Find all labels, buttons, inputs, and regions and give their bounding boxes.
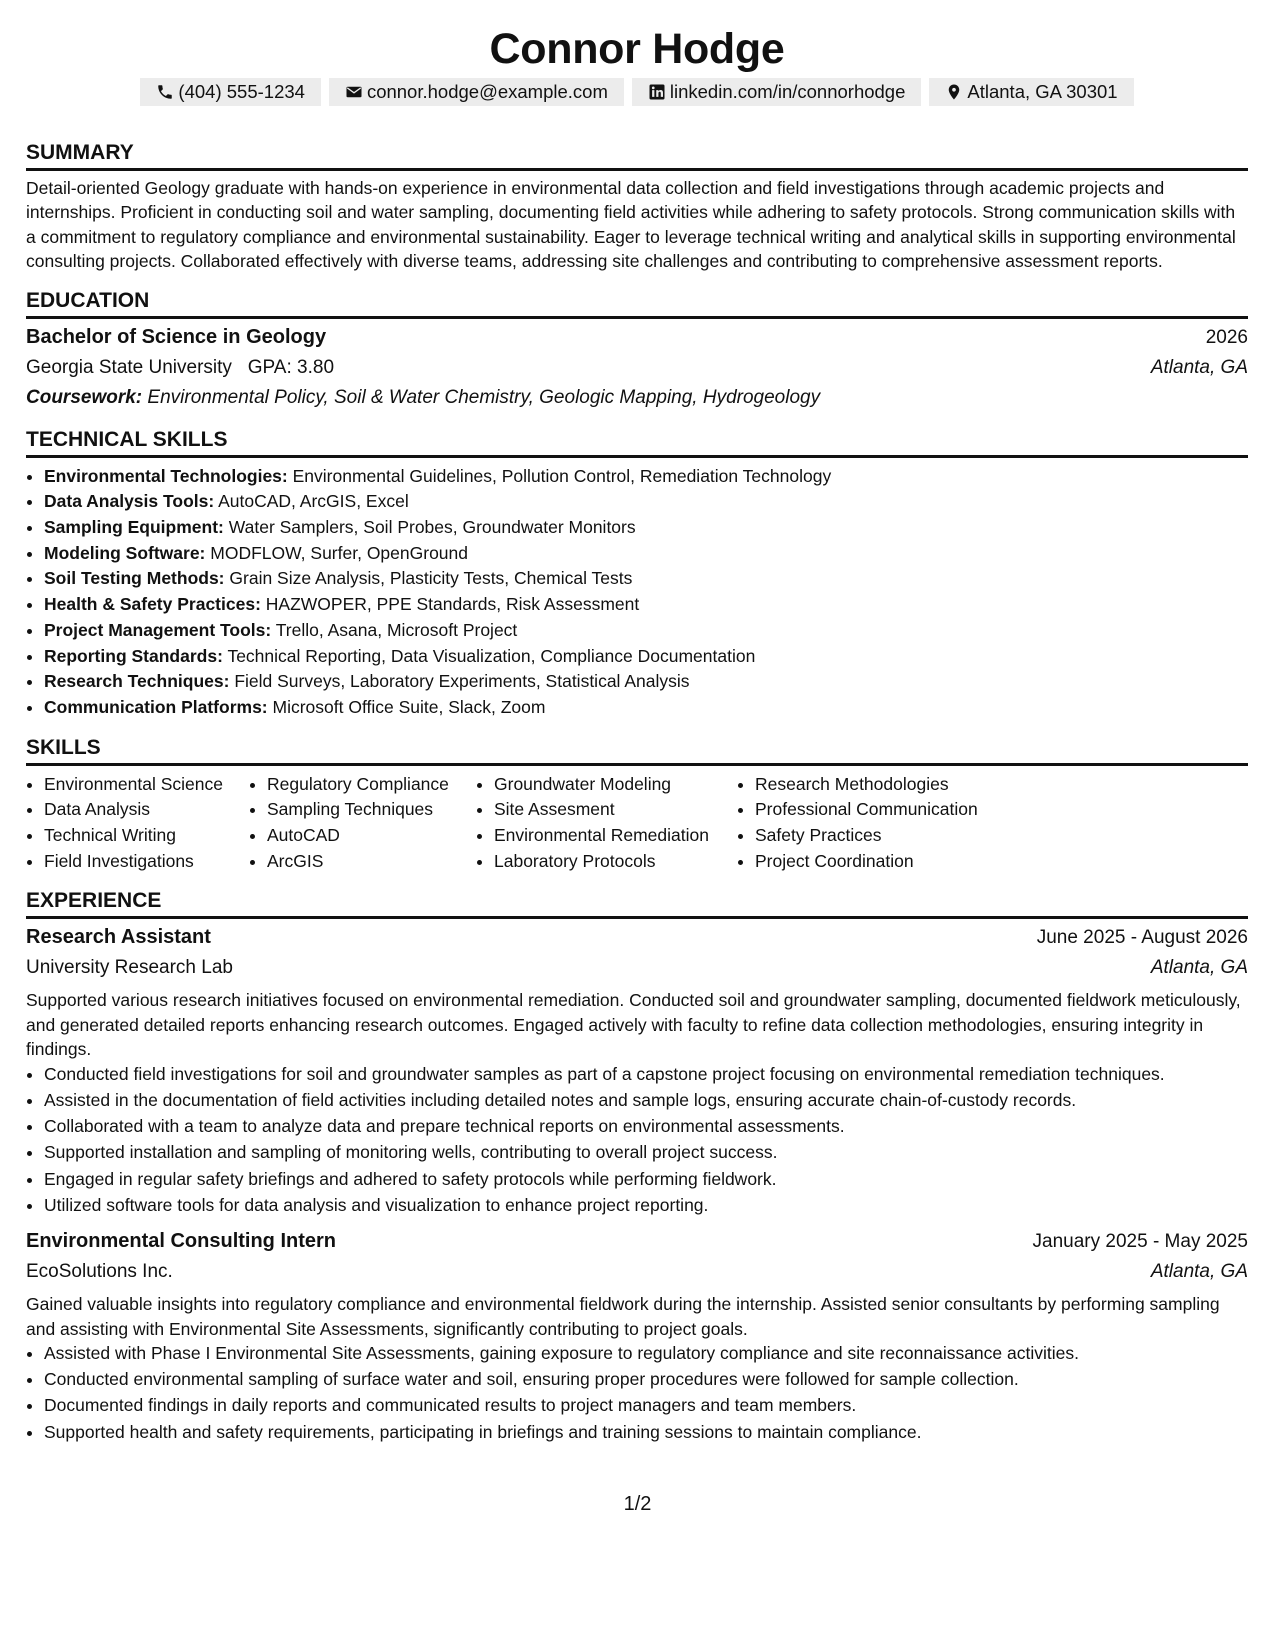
- list-item: • Conducted field investigations for soil and groundwater samples as part of a capstone project focusing on environmental remediation techniques.: [44, 1062, 1248, 1086]
- job-entry: [26, 922, 1248, 1217]
- experience-heading: EXPERIENCE: [26, 888, 1248, 919]
- skills-column-2: [249, 772, 476, 875]
- coursework-line: [26, 383, 1248, 413]
- job-organization: EcoSolutions Inc.: [26, 1261, 173, 1283]
- school-location: Atlanta, GA: [1150, 356, 1248, 378]
- skills-column-1: [26, 772, 249, 875]
- job-bullets: [26, 1062, 1248, 1217]
- job-entry: [26, 1226, 1248, 1444]
- skills-heading: SKILLS: [26, 735, 1248, 766]
- gpa: GPA: 3.80: [247, 356, 335, 378]
- contact-location-text: Atlanta, GA 30301: [967, 81, 1118, 102]
- skills-column-3: [476, 772, 737, 875]
- list-item: • Communication Platforms: Microsoft Office Suite, Slack, Zoom: [44, 695, 1248, 721]
- page-number: 1/2: [623, 1493, 652, 1515]
- list-item: • Sampling Equipment: Water Samplers, Soil Probes, Groundwater Monitors: [44, 515, 1248, 541]
- graduation-year: 2026: [1205, 326, 1248, 348]
- education-section: [26, 288, 1248, 413]
- school-name: Georgia State University: [26, 356, 232, 378]
- list-item: • Site Assesment: [494, 797, 737, 823]
- list-item: • Data Analysis: [44, 797, 249, 823]
- list-item: • Sampling Techniques: [267, 797, 476, 823]
- contact-linkedin-text: linkedin.com/in/connorhodge: [669, 81, 906, 102]
- list-item: • Documented findings in daily reports and communicated results to project managers and team members.: [44, 1393, 1248, 1417]
- summary-heading: SUMMARY: [26, 140, 1248, 171]
- list-item: • Supported installation and sampling of monitoring wells, contributing to overall project success.: [44, 1140, 1248, 1164]
- list-item: • Engaged in regular safety briefings and adhered to safety protocols while performing fieldwork.: [44, 1167, 1248, 1191]
- summary-section: [26, 140, 1248, 274]
- list-item: • Research Methodologies: [755, 772, 1055, 798]
- list-item: • Data Analysis Tools: AutoCAD, ArcGIS, Excel: [44, 489, 1248, 515]
- list-item: • Soil Testing Methods: Grain Size Analysis, Plasticity Tests, Chemical Tests: [44, 566, 1248, 592]
- list-item: • Project Coordination: [755, 849, 1055, 875]
- contact-linkedin[interactable]: [632, 78, 922, 106]
- list-item: • Regulatory Compliance: [267, 772, 476, 798]
- job-bullets: [26, 1341, 1248, 1444]
- list-item: • AutoCAD: [267, 823, 476, 849]
- job-dates: January 2025 - May 2025: [1032, 1231, 1248, 1253]
- map-pin-icon: [945, 83, 963, 101]
- list-item: • Assisted in the documentation of field activities including detailed notes and sample logs, ensuring accurate chain-of-custody records.: [44, 1088, 1248, 1112]
- technical-skills-list: [26, 464, 1248, 721]
- contact-phone[interactable]: [140, 78, 321, 106]
- list-item: • Environmental Science: [44, 772, 249, 798]
- job-summary: Gained valuable insights into regulatory compliance and environmental fieldwork during the internship. Assisted senior consultants by performing sampling and assisting with Environmental Site Assessments, significantly contributing to project goals.: [26, 1294, 1220, 1339]
- job-organization: University Research Lab: [26, 957, 233, 979]
- linkedin-icon: [648, 83, 666, 101]
- resume-page: [26, 0, 1248, 1446]
- contact-phone-text: (404) 555-1234: [178, 81, 305, 102]
- coursework-label: Coursework:: [26, 386, 143, 408]
- list-item: • ArcGIS: [267, 849, 476, 875]
- contact-email[interactable]: [329, 78, 624, 106]
- list-item: • Health & Safety Practices: HAZWOPER, PPE Standards, Risk Assessment: [44, 592, 1248, 618]
- envelope-icon: [345, 83, 363, 101]
- phone-icon: [156, 83, 174, 101]
- list-item: • Modeling Software: MODFLOW, Surfer, OpenGround: [44, 541, 1248, 567]
- list-item: • Technical Writing: [44, 823, 249, 849]
- contact-email-text: connor.hodge@example.com: [366, 81, 608, 102]
- experience-section: [26, 888, 1248, 1443]
- skills-section: [26, 735, 1248, 875]
- degree-title: Bachelor of Science in Geology: [26, 325, 327, 348]
- list-item: • Laboratory Protocols: [494, 849, 737, 875]
- list-item: • Research Techniques: Field Surveys, Laboratory Experiments, Statistical Analysis: [44, 669, 1248, 695]
- technical-skills-section: [26, 427, 1248, 721]
- list-item: • Environmental Remediation: [494, 823, 737, 849]
- job-summary: Supported various research initiatives focused on environmental remediation. Conducted soil and groundwater sampling, documented fieldwork meticulously, and generated detailed reports enhancing research outcomes. Engaged actively with faculty to refine data collection methodologies, ensuring integrity in findings.: [26, 990, 1241, 1060]
- list-item: • Groundwater Modeling: [494, 772, 737, 798]
- technical-skills-heading: TECHNICAL SKILLS: [26, 427, 1248, 458]
- candidate-name: Connor Hodge: [489, 25, 785, 73]
- school-line: [26, 353, 334, 383]
- education-heading: EDUCATION: [26, 288, 1248, 319]
- contact-bar: [26, 78, 1248, 106]
- skills-column-4: [737, 772, 1055, 875]
- job-location: Atlanta, GA: [1150, 957, 1248, 979]
- list-item: • Utilized software tools for data analysis and visualization to enhance project reporting.: [44, 1193, 1248, 1217]
- job-title: Environmental Consulting Intern: [26, 1230, 337, 1253]
- list-item: • Reporting Standards: Technical Reporting, Data Visualization, Compliance Documentation: [44, 644, 1248, 670]
- job-dates: June 2025 - August 2026: [1036, 927, 1248, 949]
- list-item: • Environmental Technologies: Environmental Guidelines, Pollution Control, Remediation Technology: [44, 464, 1248, 490]
- list-item: • Safety Practices: [755, 823, 1055, 849]
- summary-text: Detail-oriented Geology graduate with hands-on experience in environmental data collection and field investigations through academic projects and internships. Proficient in conducting soil and water sampling, documenting field activities while adhering to safety protocols. Strong communication skills with a commitment to regulatory compliance and environmental sustainability. Eager to leverage technical writing and analytical skills in supporting environmental consulting projects. Collaborated effectively with diverse teams, addressing site challenges and contributing to comprehensive assessment reports.: [26, 178, 1236, 272]
- skills-grid: [26, 772, 1248, 875]
- list-item: • Conducted environmental sampling of surface water and soil, ensuring proper procedures were followed for sample collection.: [44, 1367, 1248, 1391]
- list-item: • Assisted with Phase I Environmental Site Assessments, gaining exposure to regulatory compliance and site reconnaissance activities.: [44, 1341, 1248, 1365]
- list-item: • Supported health and safety requirements, participating in briefings and training sessions to maintain compliance.: [44, 1420, 1248, 1444]
- list-item: • Professional Communication: [755, 797, 1055, 823]
- list-item: • Project Management Tools: Trello, Asana, Microsoft Project: [44, 618, 1248, 644]
- contact-location: [929, 78, 1133, 106]
- job-title: Research Assistant: [26, 926, 211, 949]
- job-location: Atlanta, GA: [1150, 1261, 1248, 1283]
- list-item: • Collaborated with a team to analyze data and prepare technical reports on environmental assessments.: [44, 1114, 1248, 1138]
- coursework-list: Environmental Policy, Soil & Water Chemistry, Geologic Mapping, Hydrogeology: [147, 386, 821, 408]
- list-item: • Field Investigations: [44, 849, 249, 875]
